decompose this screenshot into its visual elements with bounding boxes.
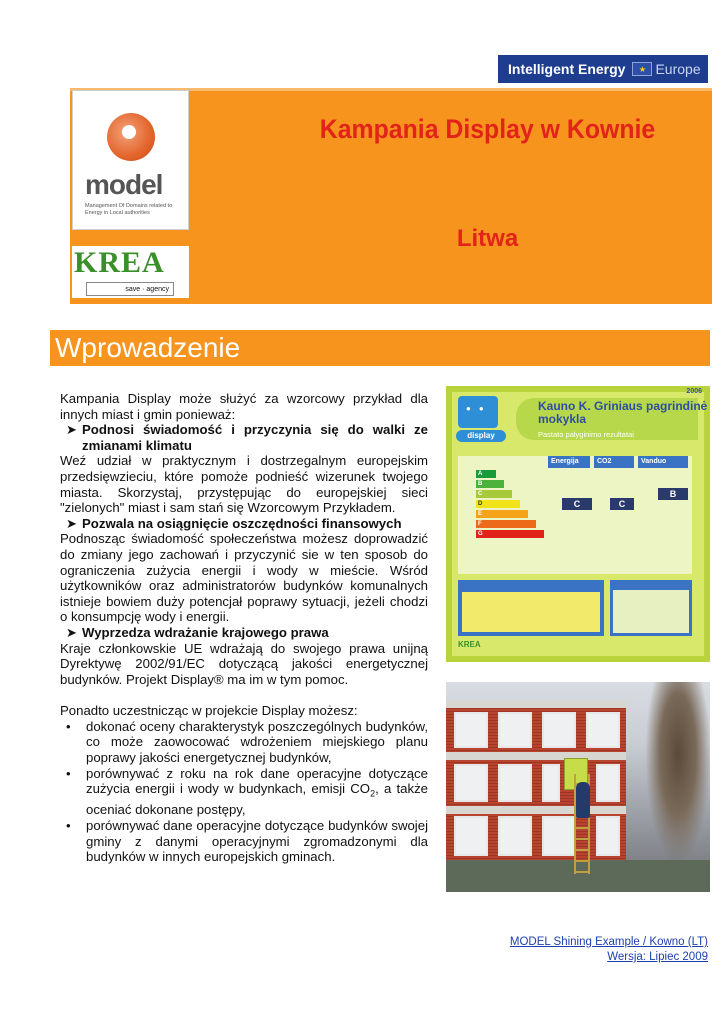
- page-title: Kampania Display w Kownie: [319, 114, 656, 144]
- grade-bar-g: G: [476, 530, 544, 538]
- arrow-bullet-icon: ➤: [66, 515, 78, 531]
- point-paragraph-2: Podnosząc świadomość społeczeństwa możesz doprowadzić do zmiany jego zachowań i przyczynić sie w ten sposob do ograniczenia zużycia energii i wody w mieście. Wśród użytkowników oraz administratorów budynków komunalnych istnieje bowiem duży potencjał poprawy sytuacji, jeżeli chodzi o konsumpcję wody i energii.: [60, 531, 428, 625]
- poster-column-water: Vanduo: [638, 456, 688, 468]
- list-item-text: porównywać dane operacyjne dotyczące budynków swojej gminy z danymi operacyjnymi zgromadzonymi dla budynków w innych europejskich gminach.: [86, 818, 428, 865]
- list-item-text: porównywać z roku na rok dane operacyjne dotyczące zużycia energii i wody w budynkach, emisji $CO_2$, a także oceniać dokonane postępy,: [86, 765, 428, 818]
- poster-year: 2006: [686, 388, 702, 395]
- point-heading-text: Podnosi świadomość i przyczynia się do walki ze zmianami klimatu: [82, 422, 428, 453]
- krea-logo-word: KREA: [74, 246, 165, 279]
- benefits-list: [66, 719, 428, 865]
- point-heading-1: [66, 422, 428, 453]
- intelligent-energy-badge: [498, 55, 708, 83]
- title-banner: [70, 88, 712, 304]
- point-paragraph-3: Kraje członkowskie UE wdrażają do swojego prawa unijną Dyrektywę 2002/91/EC dotyczącą jakości energetycznej budynków. Projekt Display® ma im w tym pomoc.: [60, 640, 428, 687]
- poster-rating-chart: [458, 456, 692, 574]
- grade-bar-c: C: [476, 490, 512, 498]
- more-intro-paragraph: Ponadto uczestnicząc w projekcie Display możesz:: [60, 703, 358, 719]
- display-poster-image: [446, 386, 710, 662]
- model-logo-word: model: [85, 169, 163, 200]
- bullet-dot-icon: •: [66, 718, 71, 734]
- badge-text-secondary: Europe: [655, 61, 701, 77]
- point-paragraph-1: Weź udział w praktycznym i dostrzegalnym europejskim przedsięwzieciu, które pomoże podnieść wizerunek twojego miasta. Skorzystaj, przystępując do europejskiej sieci "zielonych" miast i sam stań się Wzorcowym Przykładem.: [60, 453, 428, 516]
- list-item: [66, 719, 428, 766]
- poster-heading: Kauno K. Griniaus pagrindinė mokykla: [538, 399, 708, 426]
- water-rating-mark: B: [658, 488, 688, 500]
- point-heading-3: [66, 625, 428, 641]
- model-logo-subtitle: Management Of Domains related to Energy in Local authorities: [85, 203, 173, 216]
- display-face-icon: [458, 396, 498, 428]
- list-item-text: dokonać oceny charakterystyk poszczególnych budynków, co może zaowocować wdrożeniem miejskiego planu poprawy jakości energetycznej budynków,: [86, 718, 428, 766]
- poster-column-energy: Energija: [548, 456, 590, 468]
- grade-bar-d: D: [476, 500, 520, 508]
- eu-flag-icon: ★: [632, 62, 652, 76]
- badge-text-primary: Intelligent Energy: [508, 61, 626, 77]
- arrow-bullet-icon: ➤: [66, 624, 78, 640]
- footer-line-2: Wersja: Lipiec 2009: [607, 951, 708, 963]
- body-text: [60, 391, 428, 865]
- list-item: [66, 818, 428, 865]
- grade-bar-b: B: [476, 480, 504, 488]
- model-emblem-icon: [107, 113, 155, 161]
- bullet-dot-icon: •: [66, 818, 71, 834]
- school-building-photo: [446, 682, 710, 892]
- page-footer: [510, 935, 708, 965]
- page-subtitle: Litwa: [456, 225, 519, 252]
- poster-subheading: Pastato palyginimo rezultatai: [538, 430, 634, 439]
- point-heading-text: Wyprzedza wdrażanie krajowego prawa: [82, 624, 329, 640]
- energy-rating-mark: C: [562, 498, 592, 510]
- footer-line-1: MODEL Shining Example / Kowno (LT): [509, 936, 708, 948]
- list-item: [66, 766, 428, 818]
- model-logo: [72, 90, 189, 230]
- poster-brand: display: [456, 430, 506, 442]
- grade-bar-a: A: [476, 470, 496, 478]
- point-heading-2: [66, 516, 428, 532]
- co2-rating-mark: C: [610, 498, 634, 510]
- intro-paragraph: Kampania Display może służyć za wzorcowy przykład dla innych miast i gmin ponieważ:: [60, 391, 428, 422]
- poster-stats-box: [610, 580, 692, 636]
- poster-column-co2: CO2: [594, 456, 634, 468]
- krea-logo-tagline: save · agency: [86, 282, 174, 296]
- poster-krea-logo: KREA: [458, 640, 481, 649]
- poster-info-box: [458, 580, 604, 636]
- grade-bar-e: E: [476, 510, 528, 518]
- person: [576, 782, 590, 818]
- grade-bar-f: F: [476, 520, 536, 528]
- krea-logo: [72, 246, 189, 298]
- section-title: Wprowadzenie: [55, 332, 241, 363]
- arrow-bullet-icon: ➤: [66, 422, 78, 438]
- bullet-dot-icon: •: [66, 765, 71, 781]
- point-heading-text: Pozwala na osiągnięcie oszczędności finansowych: [82, 515, 402, 531]
